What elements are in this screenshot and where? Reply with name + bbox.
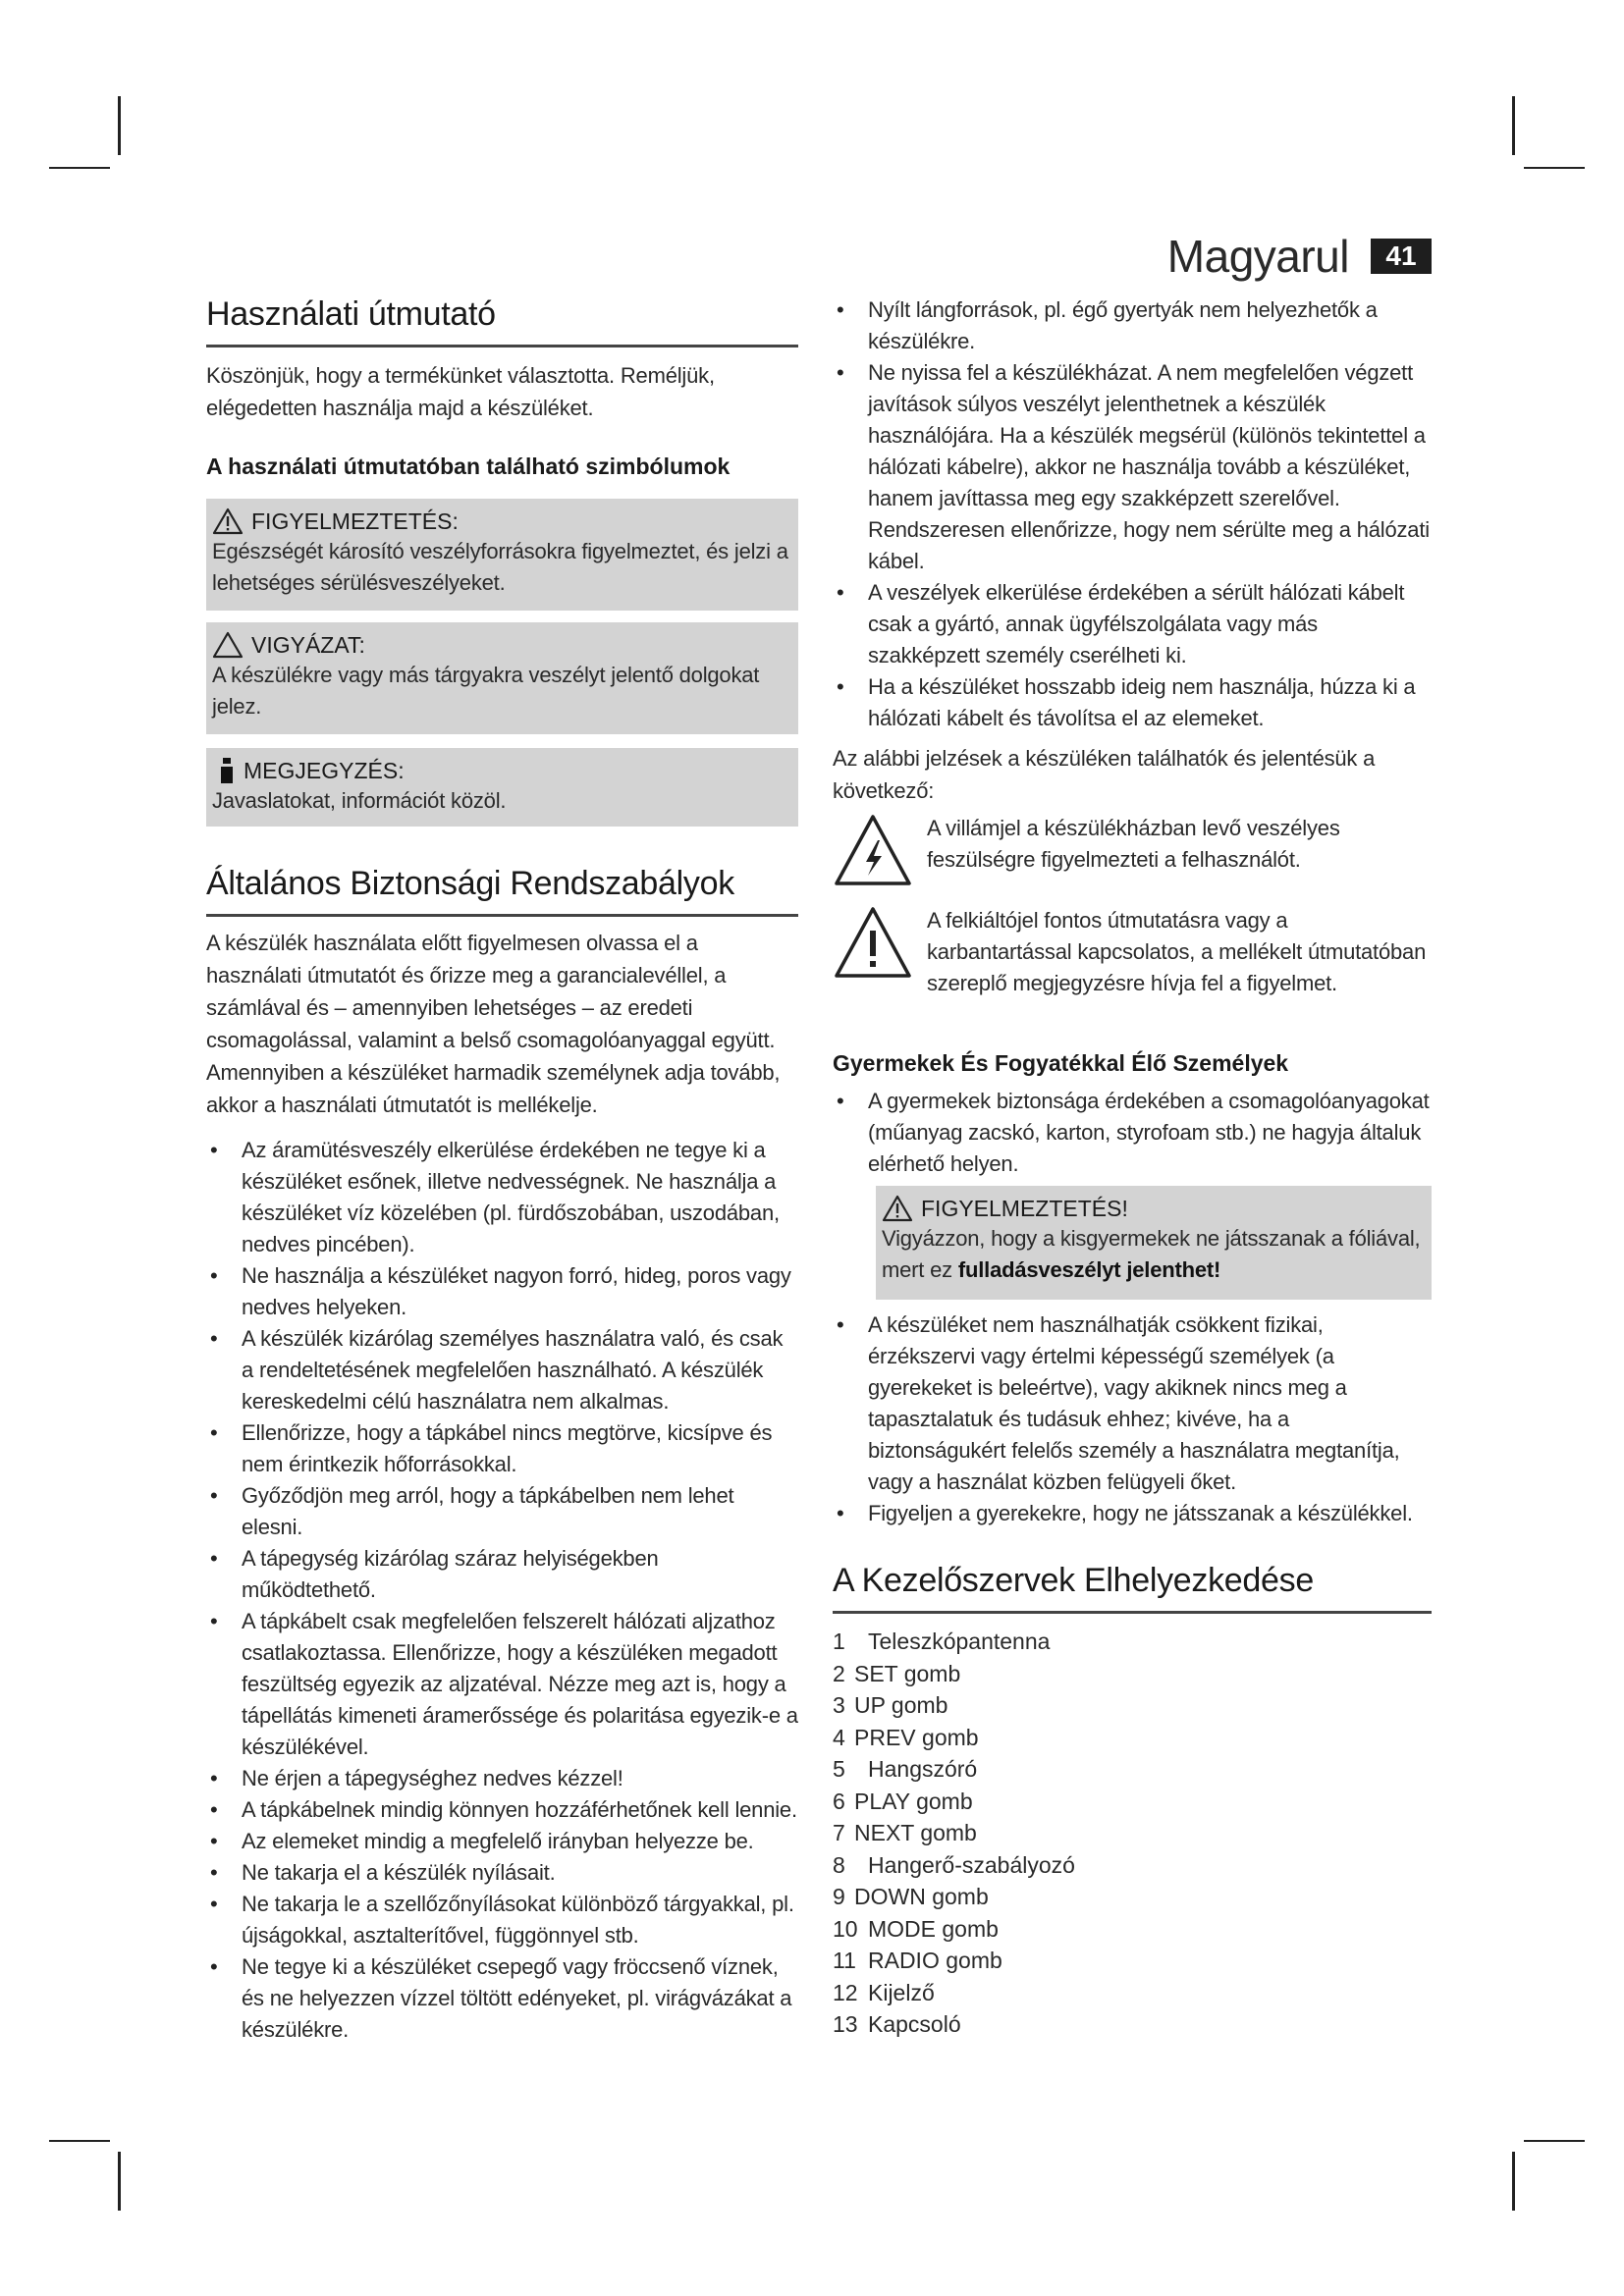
control-label: RADIO gomb [868,1948,1002,1973]
control-number: 3 [833,1692,845,1718]
list-item: • A készülék kizárólag személyes használatra való, és csak a rendeltetésének megfelelően használható. A készülék kereskedelmi célú használatra nem alkalmas. [206,1323,798,1417]
manual-title: Használati útmutató [206,296,798,347]
children-bullet-list-2 [833,1309,1432,1529]
suffocation-warning-text-bold: fulladásveszélyt jelenthet! [957,1257,1221,1282]
note-notice-header [212,756,792,785]
control-label: Hangszóró [868,1756,978,1782]
list-item [833,1817,1432,1849]
safety-intro: A készülék használata előtt figyelmesen olvassa el a használati útmutatót és őrizze meg a garancialevéllel, a számlával és – amennyiben lehetséges – az eredeti csomagolással, valamint a belső csomagolóanyaggal együtt. Amennyiben a készüléket harmadik személynek adja tovább, akkor a használati útmutatót is mellékelje. [206,931,781,1117]
list-item [833,1945,1432,1977]
warning-notice-text: Egészségét károsító veszélyforrásokra figyelmeztet, és jelzi a lehetséges sérülésveszélyeket. [212,539,788,595]
list-item: • Ellenőrizze, hogy a tápkábel nincs megtörve, kicsípve és nem érintkezik hőforrásokkal. [206,1417,798,1480]
list-item: • Győződjön meg arról, hogy a tápkábelben nem lehet elesni. [206,1480,798,1543]
intro-text: Köszönjük, hogy a termékünket választotta. Reméljük, elégedetten használja majd a készüléket. [206,363,715,420]
list-item: • A veszélyek elkerülése érdekében a sérült hálózati kábelt csak a gyártó, annak ügyfélszolgálata vagy más szakképzett személy cserélheti ki. [833,577,1432,671]
control-label: SET gomb [854,1660,961,1686]
device-symbols-intro: Az alábbi jelzések a készüléken találhatók és jelentésük a következő: [833,746,1376,803]
page-header [1166,231,1432,282]
list-item [833,1849,1432,1882]
list-item [833,1881,1432,1913]
note-notice-label: MEGJEGYZÉS: [244,758,405,783]
list-item: • Ne használja a készüléket nagyon forró, hideg, poros vagy nedves helyeken. [206,1260,798,1323]
lightning-symbol-row [833,813,1432,887]
list-item [833,1913,1432,1946]
list-item: • Nyílt lángforrások, pl. égő gyertyák nem helyezhetők a készülékre. [833,294,1432,357]
list-item: • Ne tegye ki a készüléket csepegő vagy fröccsenő víznek, és ne helyezzen vízzel töltött edényeket, pl. virágvázákat a készülékre. [206,1951,798,2046]
list-item [833,1689,1432,1722]
suffocation-warning-notice [876,1186,1432,1300]
crop-mark [118,2152,121,2211]
control-number: 11 [833,1948,856,1973]
control-number: 4 [833,1724,845,1750]
list-item [833,1753,1432,1786]
caution-notice-text: A készülékre vagy más tárgyakra veszélyt jelentő dolgokat jelez. [212,663,760,719]
suffocation-warning-text-plain: Vigyázzon, hogy a kisgyermekek ne játsszanak a fóliával, mert ez [882,1226,1421,1282]
crop-mark [49,2140,110,2142]
control-label: Kapcsoló [868,2011,961,2037]
control-number: 13 [833,2011,858,2037]
control-label: PREV gomb [854,1724,979,1750]
list-item: • A készüléket nem használhatják csökkent fizikai, érzékszervi vagy értelmi képességű személyek (a gyerekeket is beleértve), vagy akiknek nincs meg a tapasztalatuk és tudásuk ehhez; kivéve, ha a biztonságukért felelős személy a használatra megtanítja, vagy a használat közben felügyeli őket. [833,1309,1432,1498]
lightning-symbol-text: A villámjel a készülékházban levő veszélyes feszülségre figyelmezteti a felhasználót. [927,816,1340,872]
exclamation-warning-icon [833,905,913,980]
suffocation-warning-header [882,1194,1426,1223]
page-number: 41 [1371,239,1432,274]
crop-mark [1524,2140,1585,2142]
crop-mark [118,96,121,155]
suffocation-warning-label: FIGYELMEZTETÉS! [921,1196,1128,1221]
children-heading: Gyermekek És Fogyatékkal Élő Személyek [833,1050,1289,1076]
note-notice-text: Javaslatokat, információt közöl. [212,788,507,813]
caution-notice-header [212,630,792,660]
control-number: 10 [833,1915,858,1942]
suffocation-warning-text [882,1223,1426,1286]
caution-triangle-icon [212,631,244,659]
controls-title: A Kezelőszervek Elhelyezkedése [833,1563,1432,1614]
list-item: • Az elemeket mindig a megfelelő irányban helyezze be. [206,1826,798,1857]
lightning-warning-icon [833,813,913,887]
control-number: 12 [833,1979,858,2005]
safety-bullet-list-continued [833,294,1432,734]
control-number: 1 [833,1629,845,1654]
list-item: • Ne nyissa fel a készülékházat. A nem megfelelően végzett javítások súlyos veszélyt jelenthetnek a készülék használójára. Ha a készülék megsérül (különös tekintettel a hálózati kábelre), akkor ne használja tovább a készüléket, hanem javíttassa meg egy szakképzett szerelővel. Rendszeresen ellenőrizze, hogy nem sérülte meg a hálózati kábel. [833,357,1432,577]
note-notice [206,748,798,827]
control-number: 7 [833,1820,845,1845]
list-item: • A tápkábelnek mindig könnyen hozzáférhetőnek kell lennie. [206,1794,798,1826]
list-item: • Ha a készüléket hosszabb ideig nem használja, húzza ki a hálózati kábelt és távolítsa el az elemeket. [833,671,1432,734]
safety-title: Általános Biztonsági Rendszabályok [206,866,798,917]
crop-mark [1524,167,1585,169]
warning-triangle-icon [882,1195,913,1222]
crop-mark [1512,2152,1515,2211]
warning-notice-header [212,507,792,536]
control-label: Kijelző [868,1979,935,2005]
list-item [833,1722,1432,1754]
list-item: • A tápkábelt csak megfelelően felszerelt hálózati aljzathoz csatlakoztassa. Ellenőrizze, hogy a készüléken megadott feszültség egyezik az aljzatéval. Nézze meg azt is, hogy a tápellátás kimeneti áramerőssége és polaritása egyezik-e a készülékével. [206,1606,798,1763]
controls-list [833,1626,1432,2041]
control-label: PLAY gomb [854,1788,973,1814]
control-label: MODE gomb [868,1915,999,1942]
list-item: • Ne takarja le a szellőzőnyílásokat különböző tárgyakkal, pl. újságokkal, asztalterítővel, függönnyel stb. [206,1889,798,1951]
exclamation-symbol-text: A felkiáltójel fontos útmutatásra vagy a karbantartással kapcsolatos, a mellékelt útmutatóban szereplő megjegyzésre hívja fel a figyelmet. [927,908,1427,995]
language-label: Magyarul [1166,231,1349,282]
control-label: NEXT gomb [854,1820,977,1845]
symbols-heading: A használati útmutatóban található szimbólumok [206,454,731,479]
control-number: 6 [833,1788,845,1814]
crop-mark [49,167,110,169]
children-bullet-list [833,1086,1432,1180]
crop-mark [1512,96,1515,155]
list-item [833,1786,1432,1818]
caution-notice-label: VIGYÁZAT: [251,632,365,658]
control-label: DOWN gomb [854,1884,989,1909]
control-label: Teleszkópantenna [868,1629,1051,1654]
exclamation-symbol-row [833,905,1432,999]
list-item: • Ne takarja el a készülék nyílásait. [206,1857,798,1889]
safety-bullet-list [206,1135,798,2046]
info-icon [220,757,234,784]
caution-notice [206,622,798,734]
control-label: UP gomb [854,1692,948,1718]
list-item [833,1626,1432,1658]
list-item [833,1977,1432,2009]
warning-triangle-icon [212,507,244,535]
list-item [833,2008,1432,2041]
control-number: 8 [833,1851,845,1878]
control-number: 9 [833,1884,845,1909]
control-label: Hangerő-szabályozó [868,1851,1075,1878]
control-number: 2 [833,1660,845,1686]
control-number: 5 [833,1756,845,1782]
list-item: • Az áramütésveszély elkerülése érdekében ne tegye ki a készüléket esőnek, illetve nedvességnek. Ne használja a készüléket víz közelében (pl. fürdőszobában, uszodában, nedves pincében). [206,1135,798,1260]
list-item: • A gyermekek biztonsága érdekében a csomagolóanyagokat (műanyag zacskó, karton, styrofoam stb.) ne hagyja általuk elérhető helyen. [833,1086,1432,1180]
list-item: • Figyeljen a gyerekekre, hogy ne játsszanak a készülékkel. [833,1498,1432,1529]
warning-notice-label: FIGYELMEZTETÉS: [251,508,459,534]
list-item: • A tápegység kizárólag száraz helyiségekben működtethető. [206,1543,798,1606]
list-item: • Ne érjen a tápegységhez nedves kézzel! [206,1763,798,1794]
list-item [833,1658,1432,1690]
warning-notice [206,499,798,611]
